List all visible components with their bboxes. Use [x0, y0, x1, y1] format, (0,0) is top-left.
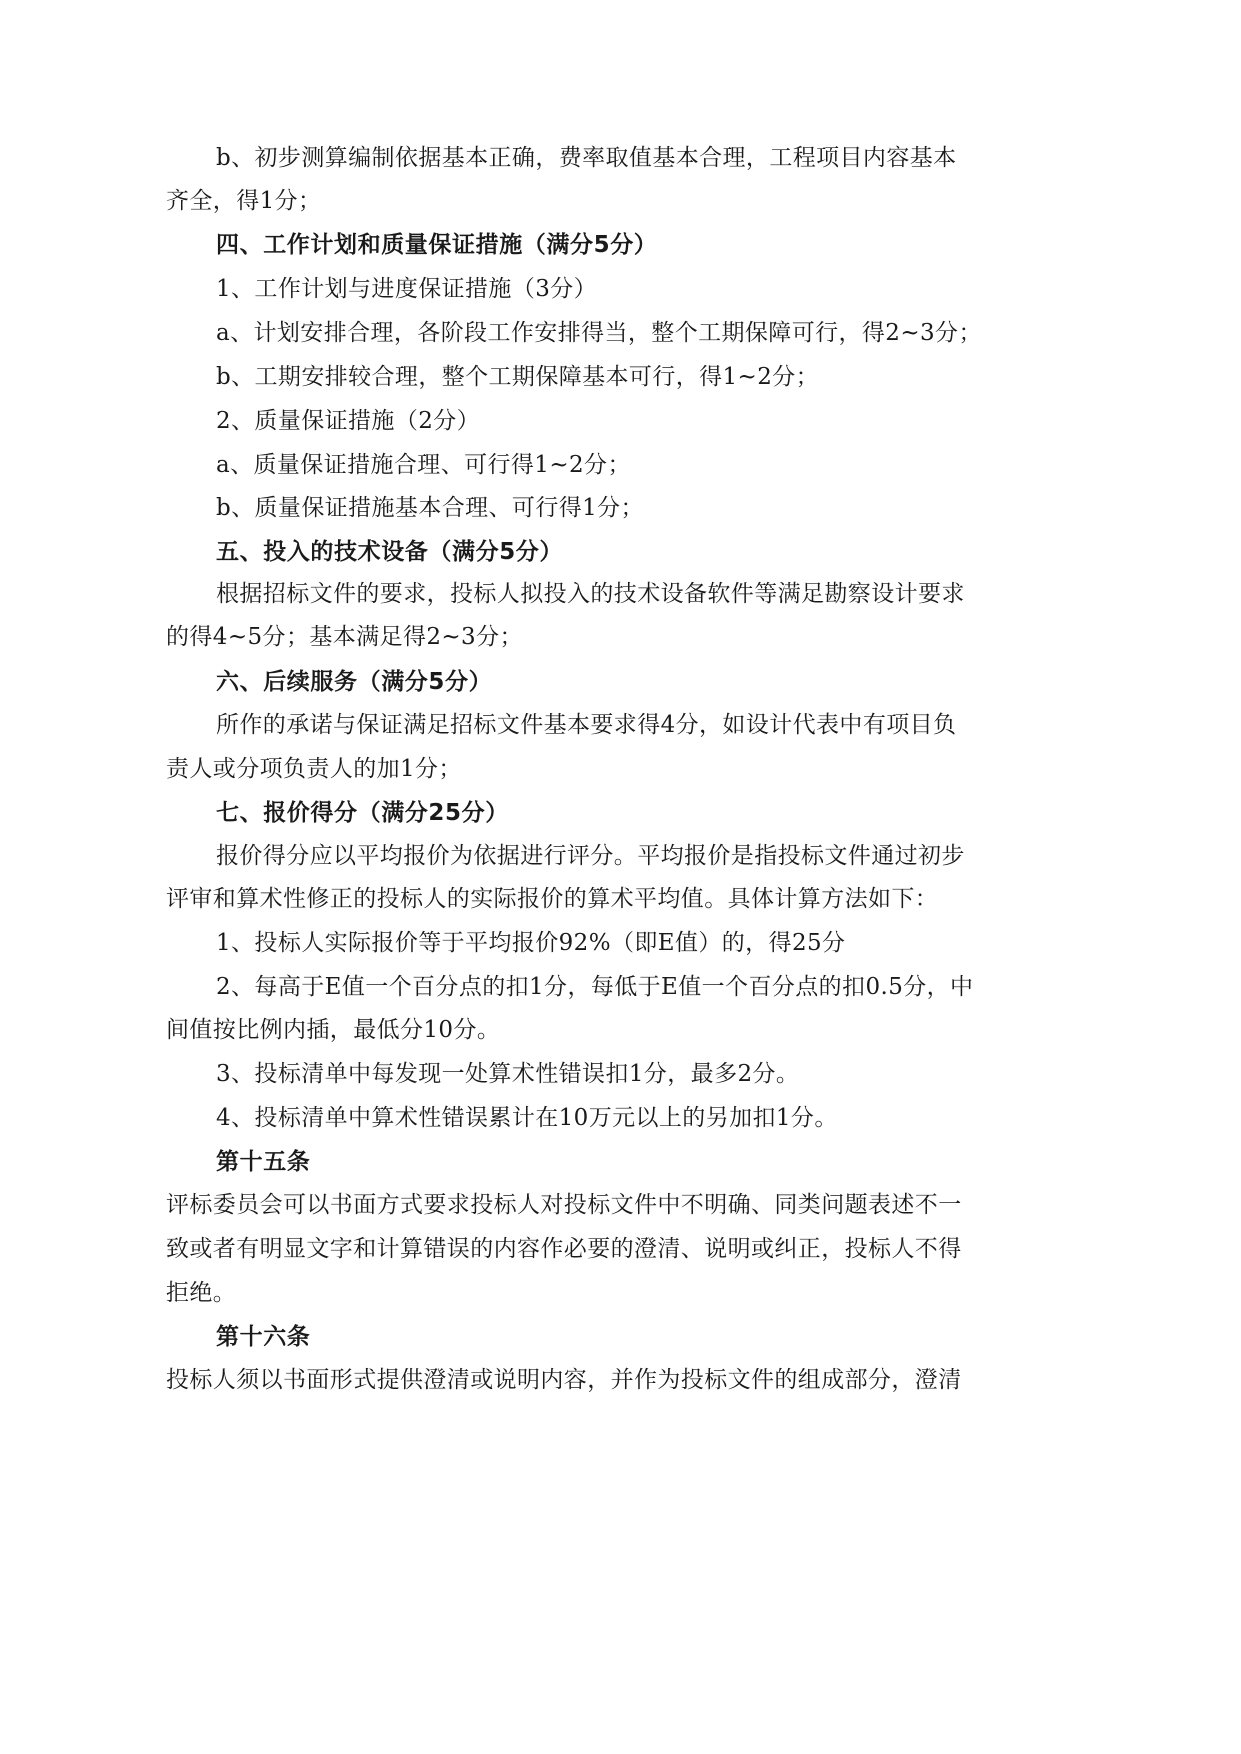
para-line: 2、每高于E值一个百分点的扣1分，每低于E值一个百分点的扣0.5分，中 — [216, 974, 974, 1000]
para-line: 报价得分应以平均报价为依据进行评分。平均报价是指投标文件通过初步 — [216, 843, 965, 869]
para-line: 责人或分项负责人的加1分； — [166, 756, 462, 782]
para-line: b、质量保证措施基本合理、可行得1分； — [216, 495, 644, 521]
para-line: b、初步测算编制依据基本正确，费率取值基本合理，工程项目内容基本 — [216, 145, 957, 171]
para-line: 1、投标人实际报价等于平均报价92%（即E值）的，得25分 — [216, 930, 846, 956]
section-heading-4: 四、工作计划和质量保证措施（满分5分） — [216, 232, 658, 258]
para-line: b、工期安排较合理，整个工期保障基本可行，得1~2分； — [216, 364, 820, 390]
para-line: 间值按比例内插，最低分10分。 — [166, 1017, 501, 1043]
para-line: 齐全，得1分； — [166, 188, 322, 214]
section-heading-6: 六、后续服务（满分5分） — [216, 669, 493, 695]
para-line: 评审和算术性修正的投标人的实际报价的算术平均值。具体计算方法如下： — [166, 886, 939, 912]
para-line: a、质量保证措施合理、可行得1~2分； — [216, 452, 631, 478]
para-line: 的得4~5分；基本满足得2~3分； — [166, 624, 523, 650]
article-heading-16: 第十六条 — [216, 1324, 311, 1350]
para-line: 4、投标清单中算术性错误累计在10万元以上的另加扣1分。 — [216, 1105, 838, 1131]
section-heading-5: 五、投入的技术设备（满分5分） — [216, 539, 564, 565]
para-line: 评标委员会可以书面方式要求投标人对投标文件中不明确、同类问题表述不一 — [166, 1192, 962, 1218]
para-line: 3、投标清单中每发现一处算术性错误扣1分，最多2分。 — [216, 1061, 800, 1087]
para-line: 2、质量保证措施（2分） — [216, 408, 481, 434]
para-line: 根据招标文件的要求，投标人拟投入的技术设备软件等满足勘察设计要求 — [216, 581, 965, 607]
para-line: 1、工作计划与进度保证措施（3分） — [216, 276, 598, 302]
section-heading-7: 七、报价得分（满分25分） — [216, 800, 509, 826]
article-heading-15: 第十五条 — [216, 1149, 311, 1175]
para-line: a、计划安排合理，各阶段工作安排得当，整个工期保障可行，得2~3分； — [216, 320, 982, 346]
para-line: 投标人须以书面形式提供澄清或说明内容，并作为投标文件的组成部分，澄清 — [166, 1367, 962, 1393]
para-line: 所作的承诺与保证满足招标文件基本要求得4分，如设计代表中有项目负 — [216, 712, 957, 738]
para-line: 拒绝。 — [166, 1280, 237, 1306]
para-line: 致或者有明显文字和计算错误的内容作必要的澄清、说明或纠正，投标人不得 — [166, 1236, 962, 1262]
